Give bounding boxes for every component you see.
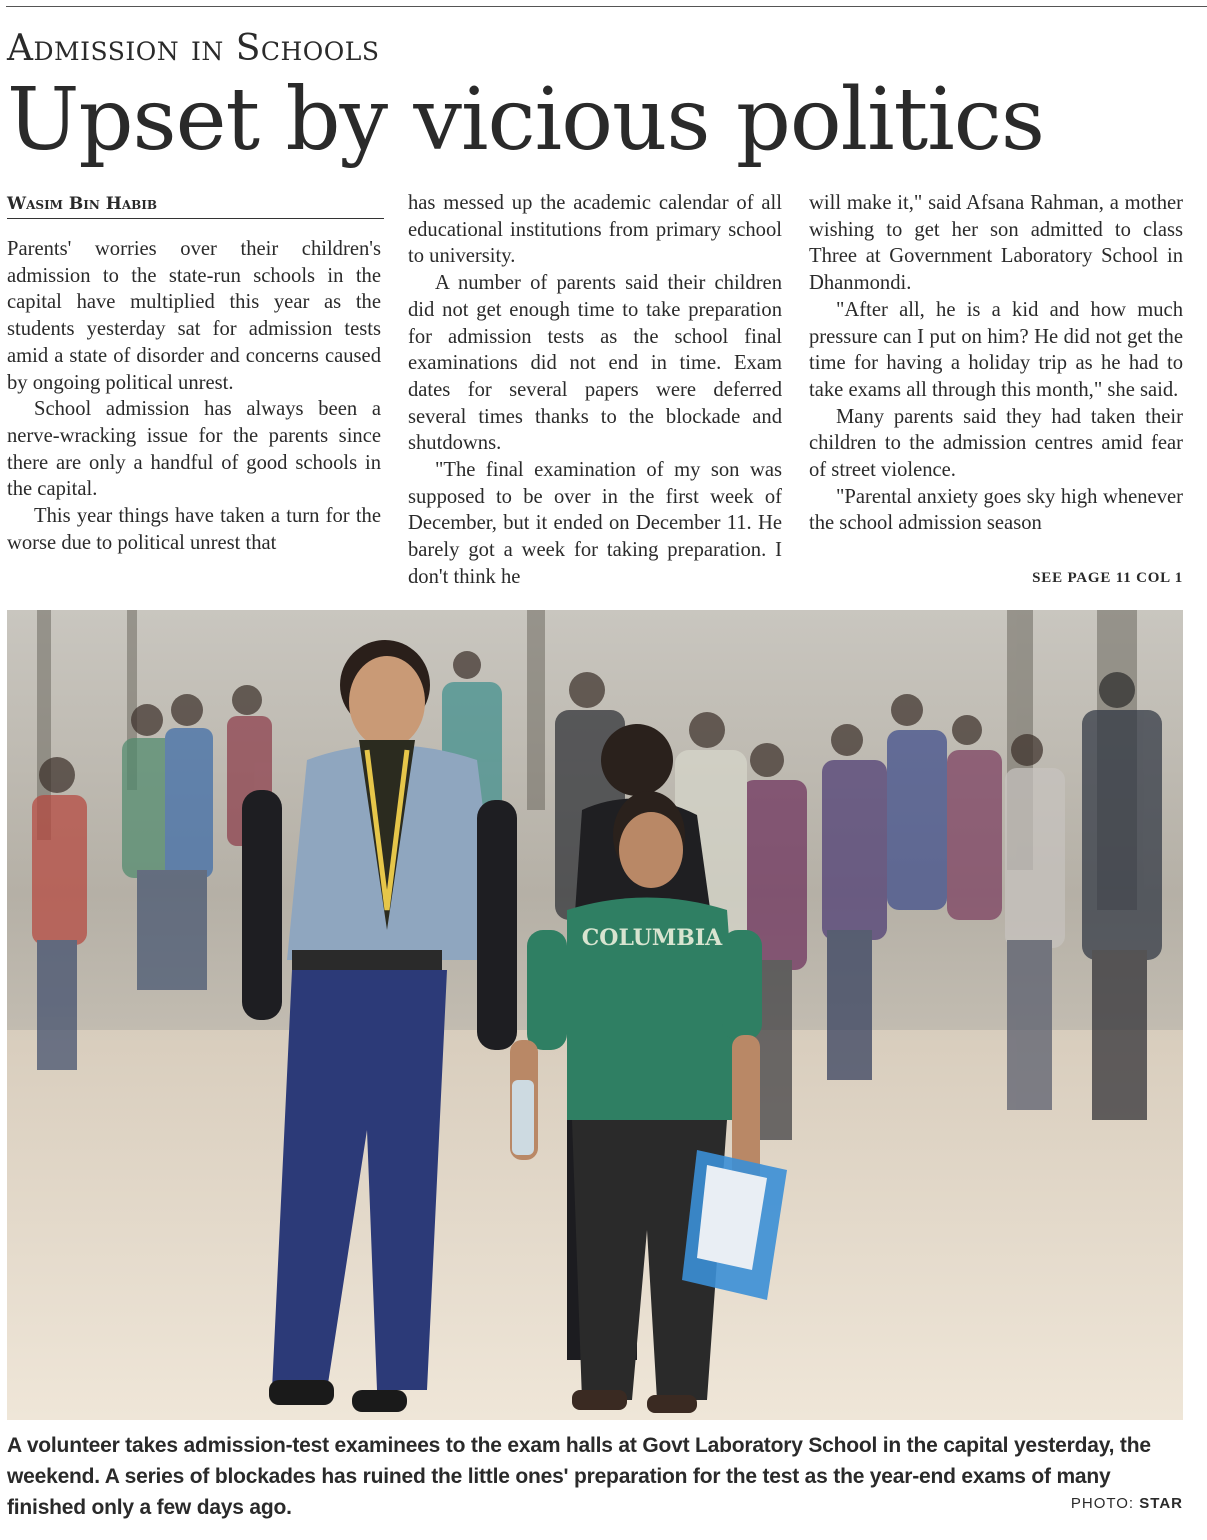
paragraph: This year things have taken a turn for the worse due to political unrest that (7, 505, 381, 554)
photo-credit (1071, 1495, 1183, 1512)
news-photo (7, 610, 1183, 1420)
top-rule (6, 6, 1207, 7)
shirt-print-text: COLUMBIA (581, 925, 723, 951)
paragraph: will make it," said Afsana Rahman, a mother wishing to get her son admitted to class Three at Government Laboratory School in Dhanmondi. (809, 192, 1183, 295)
photo-caption: A volunteer takes admission-test examinees to the exam halls at Govt Laboratory School in the capital yesterday, the weekend. A series of blockades has ruined the little ones' preparation for the test as the year-end exams of many finished only a few days ago. (7, 1434, 1151, 1519)
article-column-1 (7, 236, 381, 556)
paragraph: School admission has always been a nerve-wracking issue for the parents since there are only a handful of good schools in the capital. (7, 398, 381, 501)
paragraph: "Parental anxiety goes sky high whenever the school admission season (809, 485, 1183, 535)
paragraph: Many parents said they had taken their children to the admission centres amid fear of street violence. (809, 405, 1183, 482)
article-column-2 (408, 190, 782, 591)
article-column-3 (809, 190, 1183, 537)
paragraph: "After all, he is a kid and how much pressure can I put on him? He did not get the time for having a holiday trip as he had to take exams all through this month," she said. (809, 298, 1183, 401)
section-kicker: Admission in Schools (7, 28, 380, 69)
paragraph: "The final examination of my son was supposed to be over in the first week of December, but it ended on December 11. He barely got a week for taking preparation. I don't think he (408, 459, 782, 588)
photo-credit-name: STAR (1139, 1495, 1183, 1512)
paragraph: Parents' worries over their children's admission to the state-run schools in the capital have multiplied this year as the students yesterday sat for admission tests amid a state of disorder and concerns caused by ongoing political unrest. (7, 238, 381, 394)
photo-credit-label: PHOTO: (1070, 1495, 1135, 1512)
continued-reference: SEE PAGE 11 COL 1 (1032, 570, 1183, 586)
byline: Wasim Bin Habib (7, 194, 384, 219)
paragraph: has messed up the academic calendar of all educational institutions from primary school to university. (408, 192, 782, 268)
paragraph: A number of parents said their children did not get enough time to take preparation for admission tests as the school final examinations did not end in time. Exam dates for several papers were deferred several times thanks to the blockade and shutdowns. (408, 272, 782, 455)
headline: Upset by vicious politics (7, 70, 1045, 170)
